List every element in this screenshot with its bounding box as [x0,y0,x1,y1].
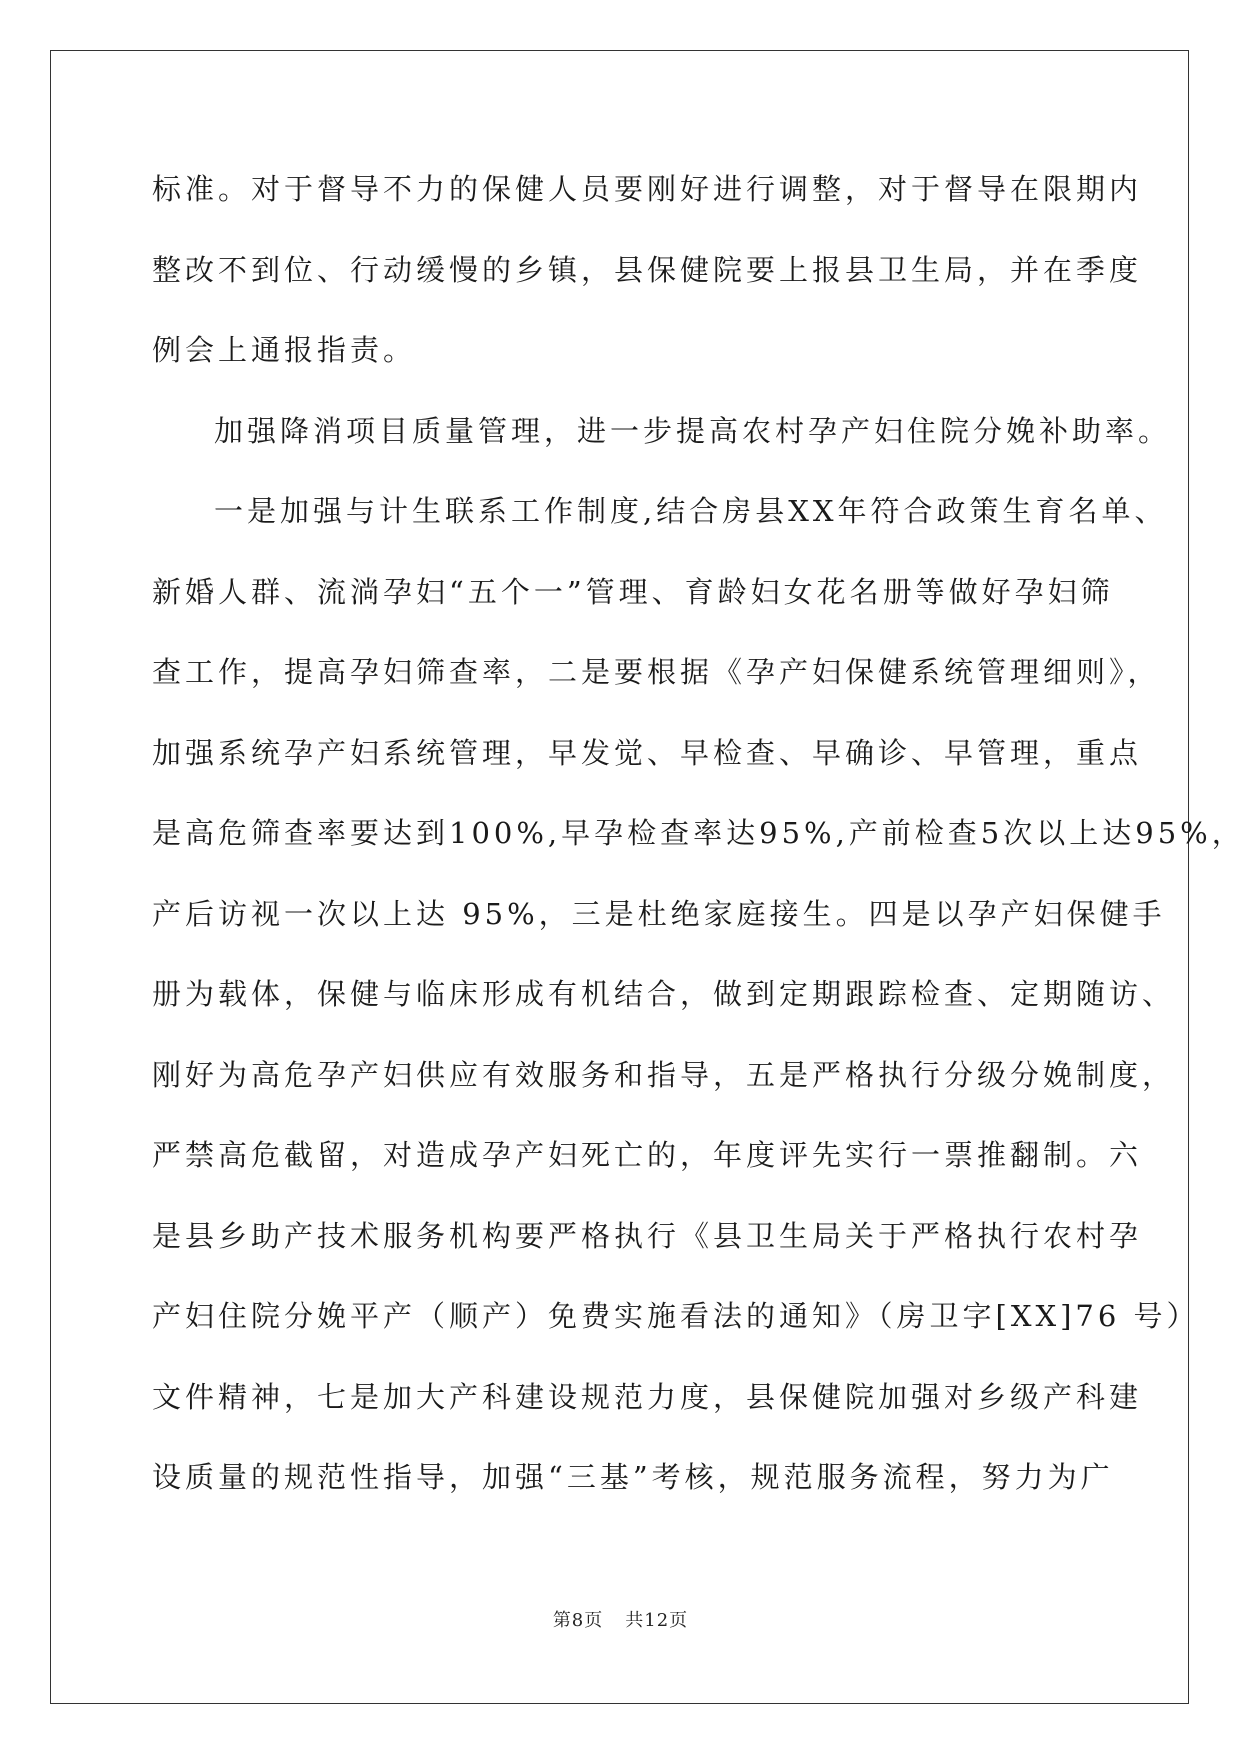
text-line-6: 新婚人群、流淌孕妇“五个一”管理、育龄妇女花名册等做好孕妇筛 [152,574,1114,609]
text-line-8: 加强系统孕产妇系统管理，早发觉、早检查、早确诊、早管理，重点 [152,735,1143,770]
current-page-number: 第8页 [552,1610,604,1631]
text-line-11: 册为载体，保健与临床形成有机结合，做到定期跟踪检查、定期随访、 [152,977,1176,1011]
total-page-count: 共12页 [625,1610,689,1631]
text-line-17: 设质量的规范性指导，加强“三基”考核，规范服务流程，努力为广 [152,1460,1114,1494]
text-line-14: 是县乡助产技术服务机构要严格执行《县卫生局关于严格执行农村孕 [152,1218,1143,1253]
text-line-15: 产妇住院分娩平产（顺产）免费实施看法的通知》（房卫字[XX]76 号） [152,1299,1200,1333]
text-line-9: 是高危筛查率要达到100%,早孕检查率达95%,产前检查5次以上达95%， [152,816,1245,850]
text-line-16: 文件精神，七是加大产科建设规范力度，县保健院加强对乡级产科建 [152,1379,1143,1414]
text-line-3: 例会上通报指责。 [152,333,417,367]
text-line-10: 产后访视一次以上达 95%，三是杜绝家庭接生。四是以孕产妇保健手 [152,896,1166,931]
text-line-5: 一是加强与计生联系工作制度,结合房县XX年符合政策生育名单、 [214,494,1168,528]
document-body [152,163,1245,1532]
page-footer [0,1606,1241,1632]
text-line-2: 整改不到位、行动缓慢的乡镇，县保健院要上报县卫生局，并在季度 [152,252,1143,287]
text-line-13: 严禁高危截留，对造成孕产妇死亡的，年度评先实行一票推翻制。六 [152,1138,1143,1172]
text-line-4: 加强降消项目质量管理，进一步提高农村孕产妇住院分娩补助率。 [214,413,1172,448]
text-line-12: 刚好为高危孕产妇供应有效服务和指导，五是严格执行分级分娩制度， [152,1057,1176,1092]
text-line-7: 查工作，提高孕妇筛查率，二是要根据《孕产妇保健系统管理细则》， [152,655,1161,689]
text-line-1: 标准。对于督导不力的保健人员要刚好进行调整，对于督导在限期内 [152,172,1143,206]
